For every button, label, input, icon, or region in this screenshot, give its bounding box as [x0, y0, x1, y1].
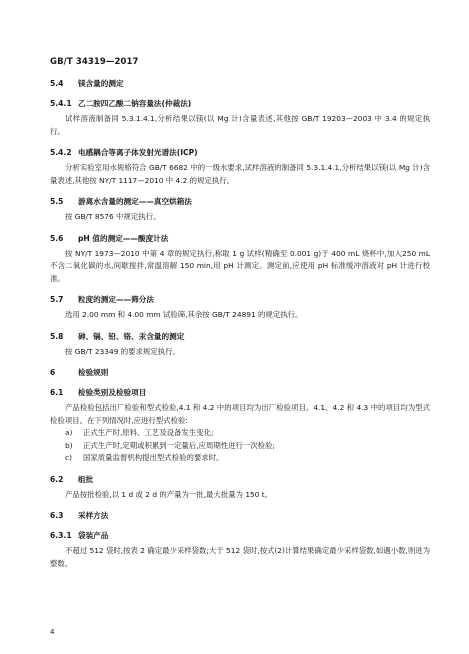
list-text: 正式生产时,原料、工艺及设备发生变化; [83, 428, 214, 437]
section-heading [50, 530, 430, 541]
section-number: 5.4.1 [50, 99, 72, 108]
list-text: 国家质量监督机构提出型式检验的要求时。 [83, 453, 224, 462]
section-heading [50, 233, 430, 244]
section-number: 5.4 [50, 79, 64, 88]
section-heading [50, 510, 430, 521]
paragraph: 产品检验包括出厂检验和型式检验,4.1 和 4.2 中的项目均为出厂检验项目。4.1、4.2 和 4.3 中的项目均为型式检验项目。在下列情况时,应进行型式检验: [50, 403, 430, 425]
section-heading [50, 78, 430, 89]
document-body [50, 78, 430, 570]
paragraph: 按 GB/T 8576 中规定执行。 [65, 212, 161, 221]
section-number: 5.5 [50, 197, 64, 206]
section-title: 砷、镉、铅、铬、汞含量的测定 [78, 331, 185, 341]
section-title: pH 值的测定——酸度计法 [78, 233, 169, 243]
section-heading [50, 474, 430, 485]
list-marker: a) [65, 428, 73, 437]
section-title: 检验规则 [78, 368, 109, 377]
section-number: 6.3.1 [50, 531, 72, 540]
section-title: 电感耦合等离子体发射光谱法(ICP) [78, 148, 198, 157]
section-heading [50, 367, 430, 378]
section-title: 乙二胺四乙酸二钠容量法(仲裁法) [78, 99, 192, 108]
list-item [50, 440, 430, 453]
paragraph: 不超过 512 袋时,按表 2 确定最少采样袋数;大于 512 袋时,按式(2)计算结果确定最少采样袋数,如遇小数,则进为整数。 [50, 546, 430, 568]
section-heading [50, 147, 430, 158]
page-number: 4 [50, 628, 55, 636]
paragraph: 产品按批检验,以 1 d 或 2 d 的产量为一批,最大批量为 150 t。 [65, 489, 273, 499]
section-title: 组批 [78, 474, 94, 484]
list-item [50, 427, 430, 440]
section-title: 游离水含量的测定——真空烘箱法 [78, 197, 192, 206]
section-heading [50, 196, 430, 207]
section-heading [50, 294, 430, 305]
section-title: 检验类别及检验项目 [78, 388, 147, 397]
list-text: 正式生产时,定期或积累到一定量后,应周期性进行一次检验; [83, 440, 275, 450]
section-title: 粒度的测定——筛分法 [78, 295, 154, 304]
section-heading [50, 98, 430, 109]
list-marker: c) [65, 453, 72, 462]
section-title: 采样方法 [78, 511, 109, 520]
paragraph: 选用 2.00 mm 和 4.00 mm 试验筛,其余按 GB/T 24891 的规定执行。 [65, 310, 303, 319]
section-number: 5.7 [50, 295, 64, 304]
paragraph: 按 GB/T 23349 的要求规定执行。 [65, 346, 180, 356]
paragraph: 试样溶液制备同 5.3.1.4.1,分析结果以镁(以 Mg 计)含量表述,其他按 GB/T 19203—2003 中 3.4 的规定执行。 [50, 114, 430, 136]
section-heading [50, 331, 430, 342]
section-heading [50, 387, 430, 398]
section-number: 6.2 [50, 474, 64, 484]
list-item [50, 452, 430, 465]
section-number: 6 [50, 368, 56, 377]
standard-code: GB/T 34319—2017 [50, 57, 139, 67]
section-number: 6.1 [50, 388, 64, 397]
section-number: 5.4.2 [50, 148, 72, 157]
section-number: 6.3 [50, 511, 64, 520]
paragraph: 分析实验室用水规格符合 GB/T 6682 中的一级水要求,试样溶液的制备同 5.3.1.4.1,分析结果以镁(以 Mg 计)含量表述,其他按 NY/T 1117—2010 中 4.2 的规定执行。 [50, 163, 430, 185]
section-number: 5.8 [50, 331, 64, 341]
section-title: 镁含量的测定 [78, 79, 124, 88]
paragraph: 按 NY/T 1973—2010 中第 4 章的规定执行,称取 1 g 试样(精确至 0.001 g)于 400 mL 烧杯中,加入250 mL 不含二氧化碳的水,间歇搅拌,常温溶解 150 min,用 pH 计测定。测定前,应使用 pH 标准缓冲溶液对 pH 计进行校准。 [50, 248, 430, 283]
list-marker: b) [65, 440, 73, 450]
section-title: 袋装产品 [78, 531, 109, 540]
section-number: 5.6 [50, 233, 64, 243]
